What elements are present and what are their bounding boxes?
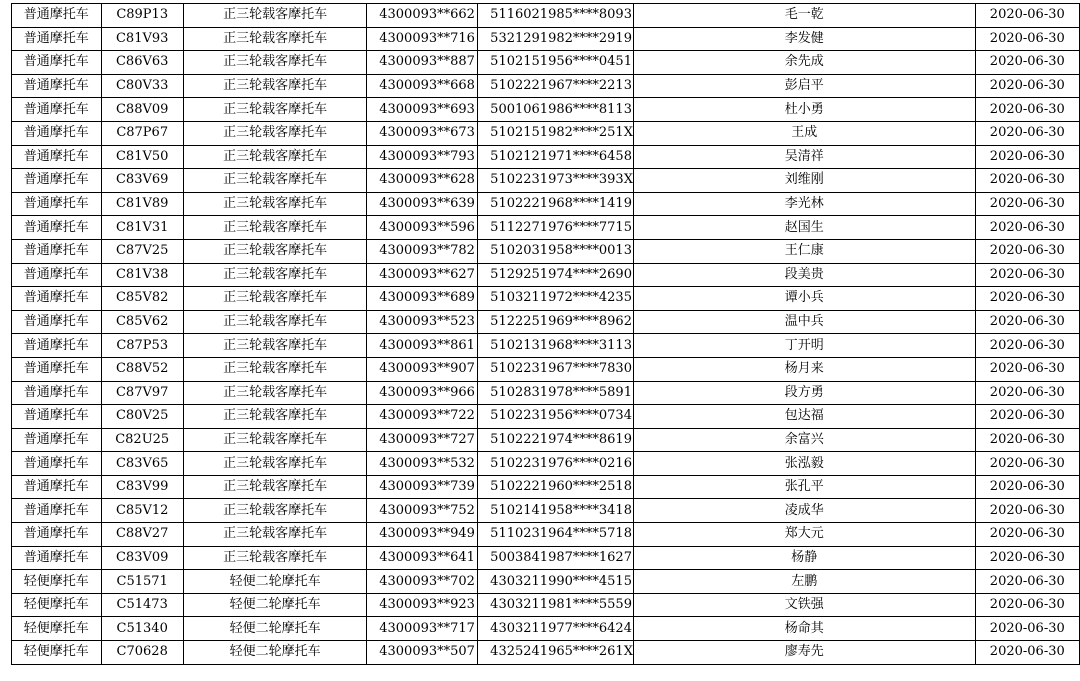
vehicle-type-cell: 普通摩托车 — [12, 216, 102, 240]
vehicle-model-cell: 正三轮载客摩托车 — [183, 4, 366, 28]
engine-number-cell: 4300093**716 — [367, 27, 478, 51]
id-number-cell: 5102131968****3113 — [478, 334, 634, 358]
owner-name-cell: 文铁强 — [633, 593, 975, 617]
table-row — [12, 121, 1080, 145]
vehicle-type-cell: 普通摩托车 — [12, 523, 102, 547]
table-row — [12, 617, 1080, 641]
vehicle-model-cell: 正三轮载客摩托车 — [183, 145, 366, 169]
vehicle-type-cell: 轻便摩托车 — [12, 617, 102, 641]
plate-number-cell: C51473 — [101, 593, 183, 617]
date-cell: 2020-06-30 — [975, 641, 1079, 665]
vehicle-type-cell: 普通摩托车 — [12, 239, 102, 263]
date-cell: 2020-06-30 — [975, 239, 1079, 263]
engine-number-cell: 4300093**639 — [367, 192, 478, 216]
engine-number-cell: 4300093**966 — [367, 381, 478, 405]
table-row — [12, 405, 1080, 429]
vehicle-model-cell: 轻便二轮摩托车 — [183, 617, 366, 641]
table-row — [12, 169, 1080, 193]
plate-number-cell: C83V65 — [101, 452, 183, 476]
vehicle-model-cell: 正三轮载客摩托车 — [183, 51, 366, 75]
date-cell: 2020-06-30 — [975, 381, 1079, 405]
table-row — [12, 216, 1080, 240]
engine-number-cell: 4300093**689 — [367, 287, 478, 311]
id-number-cell: 5102151956****0451 — [478, 51, 634, 75]
date-cell: 2020-06-30 — [975, 216, 1079, 240]
plate-number-cell: C70628 — [101, 641, 183, 665]
vehicle-type-cell: 普通摩托车 — [12, 263, 102, 287]
id-number-cell: 5129251974****2690 — [478, 263, 634, 287]
engine-number-cell: 4300093**949 — [367, 523, 478, 547]
engine-number-cell: 4300093**923 — [367, 593, 478, 617]
vehicle-type-cell: 普通摩托车 — [12, 452, 102, 476]
table-row — [12, 51, 1080, 75]
engine-number-cell: 4300093**532 — [367, 452, 478, 476]
id-number-cell: 5102231973****393X — [478, 169, 634, 193]
table-row — [12, 287, 1080, 311]
vehicle-type-cell: 普通摩托车 — [12, 310, 102, 334]
owner-name-cell: 杨命其 — [633, 617, 975, 641]
plate-number-cell: C81V38 — [101, 263, 183, 287]
engine-number-cell: 4300093**628 — [367, 169, 478, 193]
id-number-cell: 5102221967****2213 — [478, 74, 634, 98]
plate-number-cell: C81V50 — [101, 145, 183, 169]
engine-number-cell: 4300093**662 — [367, 4, 478, 28]
id-number-cell: 4303211981****5559 — [478, 593, 634, 617]
table-row — [12, 145, 1080, 169]
plate-number-cell: C87V25 — [101, 239, 183, 263]
owner-name-cell: 吴清祥 — [633, 145, 975, 169]
table-row — [12, 74, 1080, 98]
owner-name-cell: 毛一乾 — [633, 4, 975, 28]
vehicle-type-cell: 普通摩托车 — [12, 381, 102, 405]
id-number-cell: 5102221960****2518 — [478, 475, 634, 499]
plate-number-cell: C83V09 — [101, 546, 183, 570]
id-number-cell: 4303211977****6424 — [478, 617, 634, 641]
id-number-cell: 5102831978****5891 — [478, 381, 634, 405]
id-number-cell: 5110231964****5718 — [478, 523, 634, 547]
date-cell: 2020-06-30 — [975, 27, 1079, 51]
vehicle-model-cell: 正三轮载客摩托车 — [183, 546, 366, 570]
owner-name-cell: 余富兴 — [633, 428, 975, 452]
engine-number-cell: 4300093**717 — [367, 617, 478, 641]
vehicle-model-cell: 正三轮载客摩托车 — [183, 357, 366, 381]
plate-number-cell: C51571 — [101, 570, 183, 594]
vehicle-model-cell: 正三轮载客摩托车 — [183, 499, 366, 523]
id-number-cell: 5102231956****0734 — [478, 405, 634, 429]
vehicle-type-cell: 普通摩托车 — [12, 74, 102, 98]
vehicle-model-cell: 轻便二轮摩托车 — [183, 641, 366, 665]
table-row — [12, 98, 1080, 122]
plate-number-cell: C83V69 — [101, 169, 183, 193]
id-number-cell: 5102221968****1419 — [478, 192, 634, 216]
owner-name-cell: 刘维刚 — [633, 169, 975, 193]
plate-number-cell: C87P67 — [101, 121, 183, 145]
id-number-cell: 5321291982****2919 — [478, 27, 634, 51]
engine-number-cell: 4300093**727 — [367, 428, 478, 452]
date-cell: 2020-06-30 — [975, 169, 1079, 193]
vehicle-type-cell: 轻便摩托车 — [12, 593, 102, 617]
table-row — [12, 27, 1080, 51]
plate-number-cell: C85V82 — [101, 287, 183, 311]
plate-number-cell: C89P13 — [101, 4, 183, 28]
vehicle-model-cell: 轻便二轮摩托车 — [183, 593, 366, 617]
vehicle-model-cell: 轻便二轮摩托车 — [183, 570, 366, 594]
id-number-cell: 5103211972****4235 — [478, 287, 634, 311]
vehicle-type-cell: 普通摩托车 — [12, 499, 102, 523]
engine-number-cell: 4300093**887 — [367, 51, 478, 75]
plate-number-cell: C80V33 — [101, 74, 183, 98]
owner-name-cell: 包达福 — [633, 405, 975, 429]
vehicle-model-cell: 正三轮载客摩托车 — [183, 405, 366, 429]
vehicle-type-cell: 普通摩托车 — [12, 428, 102, 452]
vehicle-model-cell: 正三轮载客摩托车 — [183, 381, 366, 405]
table-row — [12, 593, 1080, 617]
id-number-cell: 5116021985****8093 — [478, 4, 634, 28]
date-cell: 2020-06-30 — [975, 452, 1079, 476]
date-cell: 2020-06-30 — [975, 405, 1079, 429]
owner-name-cell: 李发健 — [633, 27, 975, 51]
engine-number-cell: 4300093**668 — [367, 74, 478, 98]
vehicle-model-cell: 正三轮载客摩托车 — [183, 192, 366, 216]
id-number-cell: 5001061986****8113 — [478, 98, 634, 122]
id-number-cell: 5102121971****6458 — [478, 145, 634, 169]
owner-name-cell: 杨月来 — [633, 357, 975, 381]
table-row — [12, 523, 1080, 547]
id-number-cell: 5102151982****251X — [478, 121, 634, 145]
vehicle-type-cell: 普通摩托车 — [12, 145, 102, 169]
vehicle-type-cell: 普通摩托车 — [12, 334, 102, 358]
vehicle-model-cell: 正三轮载客摩托车 — [183, 452, 366, 476]
owner-name-cell: 余先成 — [633, 51, 975, 75]
plate-number-cell: C51340 — [101, 617, 183, 641]
date-cell: 2020-06-30 — [975, 499, 1079, 523]
vehicle-model-cell: 正三轮载客摩托车 — [183, 287, 366, 311]
id-number-cell: 5102141958****3418 — [478, 499, 634, 523]
plate-number-cell: C80V25 — [101, 405, 183, 429]
owner-name-cell: 丁开明 — [633, 334, 975, 358]
plate-number-cell: C88V27 — [101, 523, 183, 547]
vehicle-type-cell: 普通摩托车 — [12, 357, 102, 381]
vehicle-type-cell: 普通摩托车 — [12, 405, 102, 429]
plate-number-cell: C85V12 — [101, 499, 183, 523]
table-row — [12, 428, 1080, 452]
owner-name-cell: 赵国生 — [633, 216, 975, 240]
date-cell: 2020-06-30 — [975, 74, 1079, 98]
vehicle-type-cell: 普通摩托车 — [12, 475, 102, 499]
engine-number-cell: 4300093**627 — [367, 263, 478, 287]
owner-name-cell: 张泓毅 — [633, 452, 975, 476]
date-cell: 2020-06-30 — [975, 51, 1079, 75]
vehicle-model-cell: 正三轮载客摩托车 — [183, 169, 366, 193]
plate-number-cell: C88V52 — [101, 357, 183, 381]
owner-name-cell: 杨静 — [633, 546, 975, 570]
vehicle-model-cell: 正三轮载客摩托车 — [183, 27, 366, 51]
id-number-cell: 5102221974****8619 — [478, 428, 634, 452]
owner-name-cell: 温中兵 — [633, 310, 975, 334]
engine-number-cell: 4300093**702 — [367, 570, 478, 594]
table-row — [12, 357, 1080, 381]
vehicle-type-cell: 普通摩托车 — [12, 4, 102, 28]
date-cell: 2020-06-30 — [975, 287, 1079, 311]
table-row — [12, 334, 1080, 358]
vehicle-model-cell: 正三轮载客摩托车 — [183, 428, 366, 452]
vehicle-model-cell: 正三轮载客摩托车 — [183, 310, 366, 334]
vehicle-model-cell: 正三轮载客摩托车 — [183, 74, 366, 98]
plate-number-cell: C81V31 — [101, 216, 183, 240]
owner-name-cell: 杜小勇 — [633, 98, 975, 122]
date-cell: 2020-06-30 — [975, 98, 1079, 122]
vehicle-model-cell: 正三轮载客摩托车 — [183, 475, 366, 499]
plate-number-cell: C87V97 — [101, 381, 183, 405]
table-row — [12, 570, 1080, 594]
id-number-cell: 5102031958****0013 — [478, 239, 634, 263]
table-row — [12, 263, 1080, 287]
vehicle-type-cell: 普通摩托车 — [12, 98, 102, 122]
table-row — [12, 499, 1080, 523]
owner-name-cell: 郑大元 — [633, 523, 975, 547]
vehicle-type-cell: 普通摩托车 — [12, 192, 102, 216]
vehicle-type-cell: 普通摩托车 — [12, 27, 102, 51]
owner-name-cell: 廖寿先 — [633, 641, 975, 665]
vehicle-type-cell: 普通摩托车 — [12, 546, 102, 570]
date-cell: 2020-06-30 — [975, 310, 1079, 334]
id-number-cell: 5112271976****7715 — [478, 216, 634, 240]
date-cell: 2020-06-30 — [975, 428, 1079, 452]
engine-number-cell: 4300093**752 — [367, 499, 478, 523]
date-cell: 2020-06-30 — [975, 121, 1079, 145]
engine-number-cell: 4300093**523 — [367, 310, 478, 334]
table-row — [12, 452, 1080, 476]
table-row — [12, 4, 1080, 28]
plate-number-cell: C88V09 — [101, 98, 183, 122]
vehicle-type-cell: 轻便摩托车 — [12, 570, 102, 594]
date-cell: 2020-06-30 — [975, 523, 1079, 547]
date-cell: 2020-06-30 — [975, 570, 1079, 594]
plate-number-cell: C81V89 — [101, 192, 183, 216]
vehicle-type-cell: 普通摩托车 — [12, 287, 102, 311]
vehicle-model-cell: 正三轮载客摩托车 — [183, 263, 366, 287]
engine-number-cell: 4300093**907 — [367, 357, 478, 381]
engine-number-cell: 4300093**596 — [367, 216, 478, 240]
engine-number-cell: 4300093**739 — [367, 475, 478, 499]
owner-name-cell: 谭小兵 — [633, 287, 975, 311]
plate-number-cell: C81V93 — [101, 27, 183, 51]
engine-number-cell: 4300093**673 — [367, 121, 478, 145]
engine-number-cell: 4300093**507 — [367, 641, 478, 665]
plate-number-cell: C85V62 — [101, 310, 183, 334]
table-row — [12, 192, 1080, 216]
vehicle-model-cell: 正三轮载客摩托车 — [183, 523, 366, 547]
owner-name-cell: 左鹏 — [633, 570, 975, 594]
engine-number-cell: 4300093**793 — [367, 145, 478, 169]
date-cell: 2020-06-30 — [975, 263, 1079, 287]
table-row — [12, 381, 1080, 405]
id-number-cell: 4303211990****4515 — [478, 570, 634, 594]
id-number-cell: 5102231967****7830 — [478, 357, 634, 381]
id-number-cell: 4325241965****261X — [478, 641, 634, 665]
owner-name-cell: 张孔平 — [633, 475, 975, 499]
vehicle-model-cell: 正三轮载客摩托车 — [183, 239, 366, 263]
table-row — [12, 310, 1080, 334]
vehicle-type-cell: 普通摩托车 — [12, 121, 102, 145]
table-row — [12, 546, 1080, 570]
owner-name-cell: 段方勇 — [633, 381, 975, 405]
vehicle-type-cell: 轻便摩托车 — [12, 641, 102, 665]
date-cell: 2020-06-30 — [975, 334, 1079, 358]
vehicle-model-cell: 正三轮载客摩托车 — [183, 121, 366, 145]
date-cell: 2020-06-30 — [975, 357, 1079, 381]
date-cell: 2020-06-30 — [975, 593, 1079, 617]
plate-number-cell: C83V99 — [101, 475, 183, 499]
engine-number-cell: 4300093**641 — [367, 546, 478, 570]
table-row — [12, 475, 1080, 499]
engine-number-cell: 4300093**782 — [367, 239, 478, 263]
date-cell: 2020-06-30 — [975, 145, 1079, 169]
date-cell: 2020-06-30 — [975, 546, 1079, 570]
vehicle-model-cell: 正三轮载客摩托车 — [183, 98, 366, 122]
vehicle-type-cell: 普通摩托车 — [12, 51, 102, 75]
owner-name-cell: 李光林 — [633, 192, 975, 216]
engine-number-cell: 4300093**861 — [367, 334, 478, 358]
owner-name-cell: 凌成华 — [633, 499, 975, 523]
owner-name-cell: 段美贵 — [633, 263, 975, 287]
id-number-cell: 5102231976****0216 — [478, 452, 634, 476]
plate-number-cell: C82U25 — [101, 428, 183, 452]
registration-table — [11, 3, 1080, 665]
date-cell: 2020-06-30 — [975, 617, 1079, 641]
vehicle-model-cell: 正三轮载客摩托车 — [183, 216, 366, 240]
id-number-cell: 5122251969****8962 — [478, 310, 634, 334]
vehicle-model-cell: 正三轮载客摩托车 — [183, 334, 366, 358]
table-row — [12, 641, 1080, 665]
engine-number-cell: 4300093**693 — [367, 98, 478, 122]
vehicle-type-cell: 普通摩托车 — [12, 169, 102, 193]
table-body — [12, 4, 1080, 665]
owner-name-cell: 王成 — [633, 121, 975, 145]
plate-number-cell: C87P53 — [101, 334, 183, 358]
plate-number-cell: C86V63 — [101, 51, 183, 75]
id-number-cell: 5003841987****1627 — [478, 546, 634, 570]
engine-number-cell: 4300093**722 — [367, 405, 478, 429]
date-cell: 2020-06-30 — [975, 192, 1079, 216]
date-cell: 2020-06-30 — [975, 4, 1079, 28]
owner-name-cell: 王仁康 — [633, 239, 975, 263]
table-row — [12, 239, 1080, 263]
owner-name-cell: 彭启平 — [633, 74, 975, 98]
date-cell: 2020-06-30 — [975, 475, 1079, 499]
